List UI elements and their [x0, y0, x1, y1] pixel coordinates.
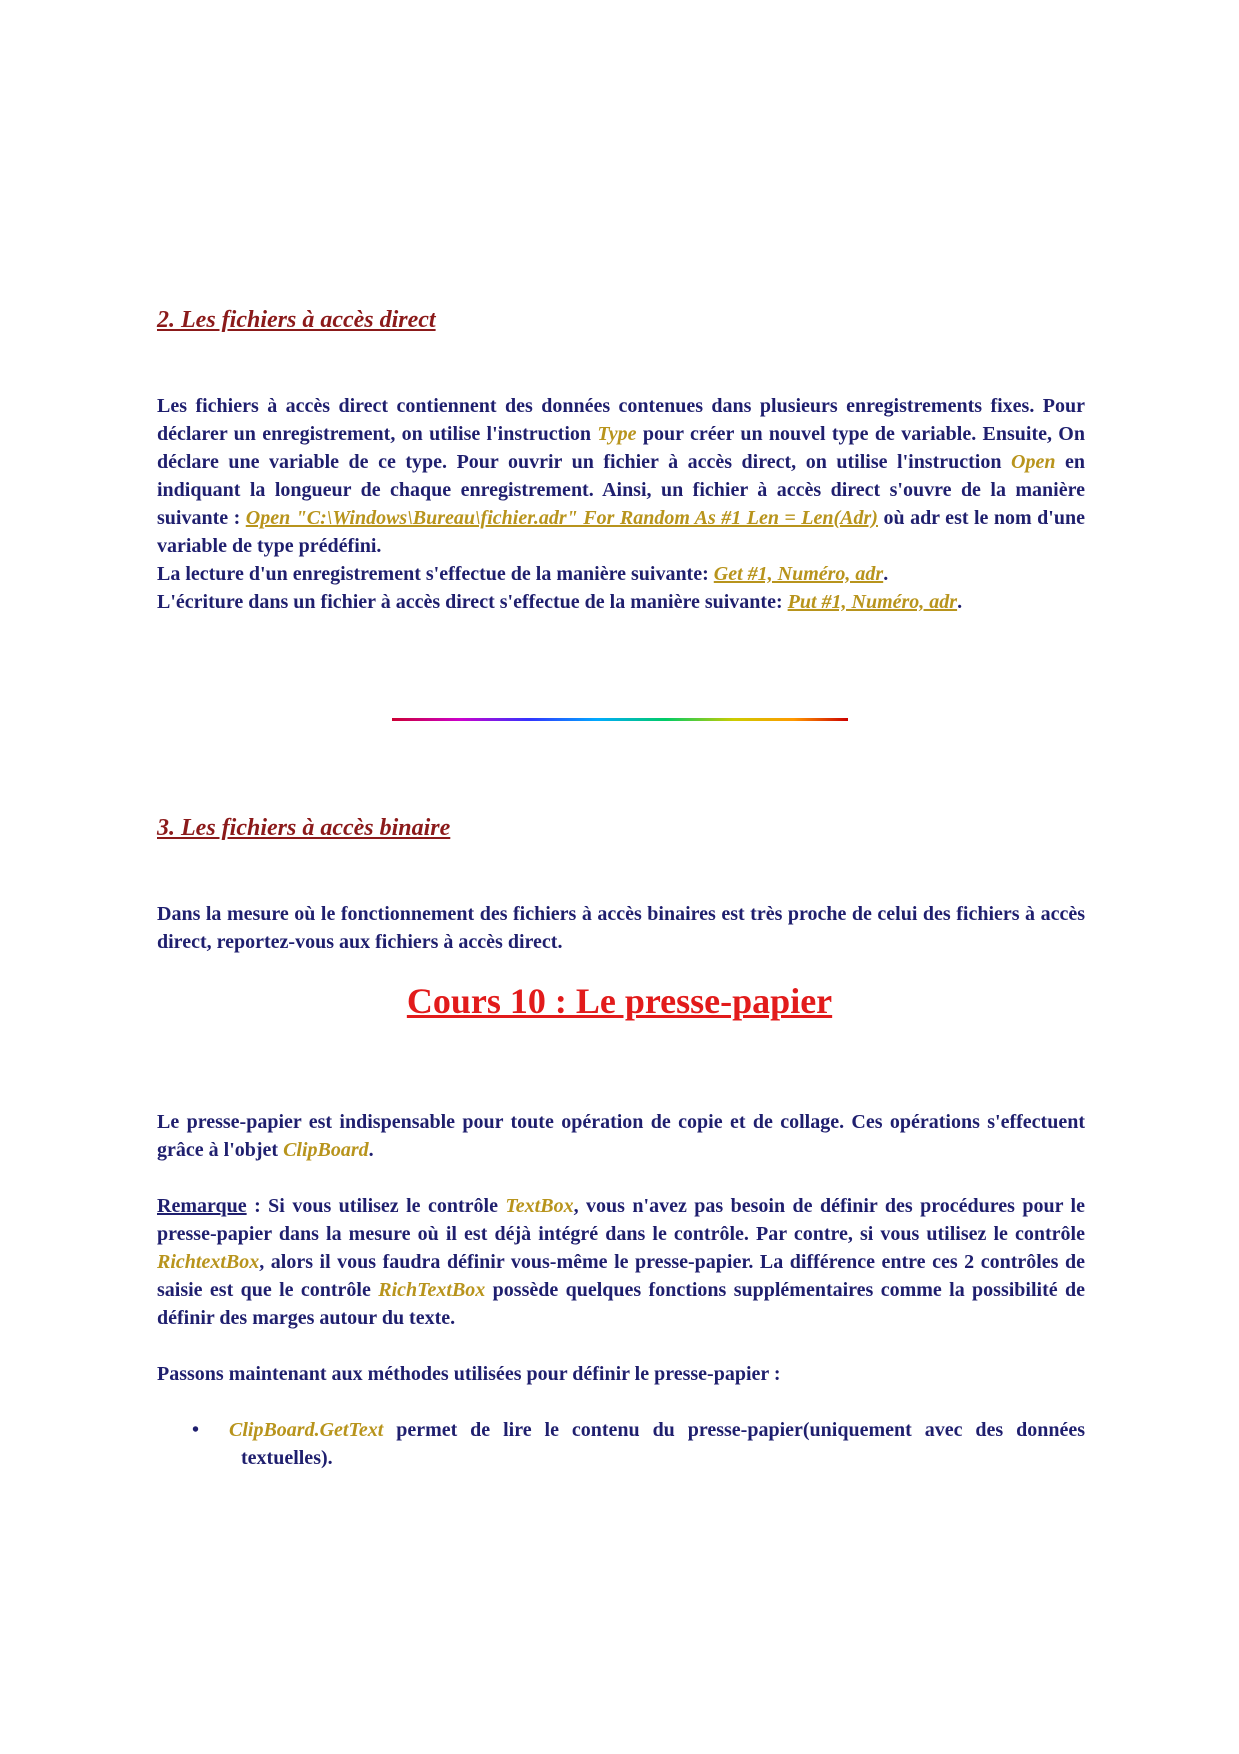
keyword-richtextbox: RichtextBox [157, 1251, 260, 1273]
methods-list [157, 1416, 1085, 1472]
method-description: permet de lire le contenu du presse-papier(uniquement avec des données textuelles). [241, 1419, 1085, 1469]
text-run: . [957, 591, 963, 613]
text-run: , alors il vous faudra définir vous-même le presse-papier. La différence entre ces 2 contrôles de saisie est que le contrôle [157, 1251, 1085, 1301]
bullet-icon: • [192, 1419, 200, 1441]
remarque-label: Remarque [157, 1195, 247, 1217]
keyword-clipboard: ClipBoard [283, 1139, 369, 1161]
text-run: L'écriture dans un fichier à accès direct s'effectue de la manière suivante: [157, 591, 788, 613]
section-2-title: 2. Les fichiers à accès direct [157, 307, 436, 333]
code-open-statement: Open "C:\Windows\Bureau\fichier.adr" For Random As #1 Len = Len(Adr) [245, 507, 878, 529]
section-2-body [157, 392, 1085, 616]
section-3-title: 3. Les fichiers à accès binaire [157, 815, 451, 841]
section-3-paragraph: Dans la mesure où le fonctionnement des fichiers à accès binaires est très proche de celui des fichiers à accès direct, reportez-vous aux fichiers à accès direct. [157, 903, 1085, 953]
text-run: La lecture d'un enregistrement s'effectue de la manière suivante: [157, 563, 714, 585]
section-2-read-paragraph [157, 560, 1085, 588]
text-run: où adr est le nom d'une variable de type prédéfini. [157, 507, 1085, 557]
text-run: . [883, 563, 889, 585]
method-name: ClipBoard.GetText [229, 1419, 384, 1441]
keyword-type: Type [597, 423, 637, 445]
text-run: pour créer un nouvel type de variable. Ensuite, On déclare une variable de ce type. Pour ouvrir un fichier à accès direct, on utilise l'instruction [157, 423, 1085, 473]
rainbow-divider [392, 718, 848, 721]
text-run: en indiquant la longueur de chaque enregistrement. Ainsi, un fichier à accès direct s'ouvre de la manière suivante : [157, 451, 1086, 529]
cours-10-methods-intro: Passons maintenant aux méthodes utilisées pour définir le presse-papier : [157, 1363, 781, 1385]
section-2-write-paragraph [157, 588, 1085, 616]
text-run: possède quelques fonctions supplémentaires comme la possibilité de définir des marges autour du texte. [157, 1279, 1086, 1329]
section-3-body [157, 900, 1085, 956]
code-put-statement: Put #1, Numéro, adr [787, 591, 958, 613]
keyword-open: Open [1011, 451, 1056, 473]
keyword-textbox: TextBox [505, 1195, 574, 1217]
cours-10-title [0, 979, 1239, 1023]
text-run: Le presse-papier est indispensable pour toute opération de copie et de collage. Ces opérations s'effectuent grâce à l'objet [157, 1111, 1085, 1161]
cours-10-intro-paragraph [157, 1108, 1085, 1164]
text-run: Les fichiers à accès direct contiennent des données contenues dans plusieurs enregistrements fixes. Pour déclarer un enregistrement, on utilise l'instruction [157, 395, 1085, 445]
text-run: : Si vous utilisez le contrôle [246, 1195, 506, 1217]
text-run: . [368, 1139, 374, 1161]
code-get-statement: Get #1, Numéro, adr [713, 563, 884, 585]
keyword-richtextbox-2: RichTextBox [378, 1279, 486, 1301]
section-2-paragraph [157, 392, 1085, 560]
list-item [157, 1416, 1085, 1472]
cours-10-body [157, 1108, 1085, 1472]
method-text [229, 1416, 1085, 1472]
cours-10-title-text: Cours 10 : Le presse-papier [406, 981, 833, 1021]
cours-10-remarque-paragraph [157, 1192, 1085, 1332]
text-run: , vous n'avez pas besoin de définir des procédures pour le presse-papier dans la mesure où il est déjà intégré dans le contrôle. Par contre, si vous utilisez le contrôle [157, 1195, 1085, 1245]
